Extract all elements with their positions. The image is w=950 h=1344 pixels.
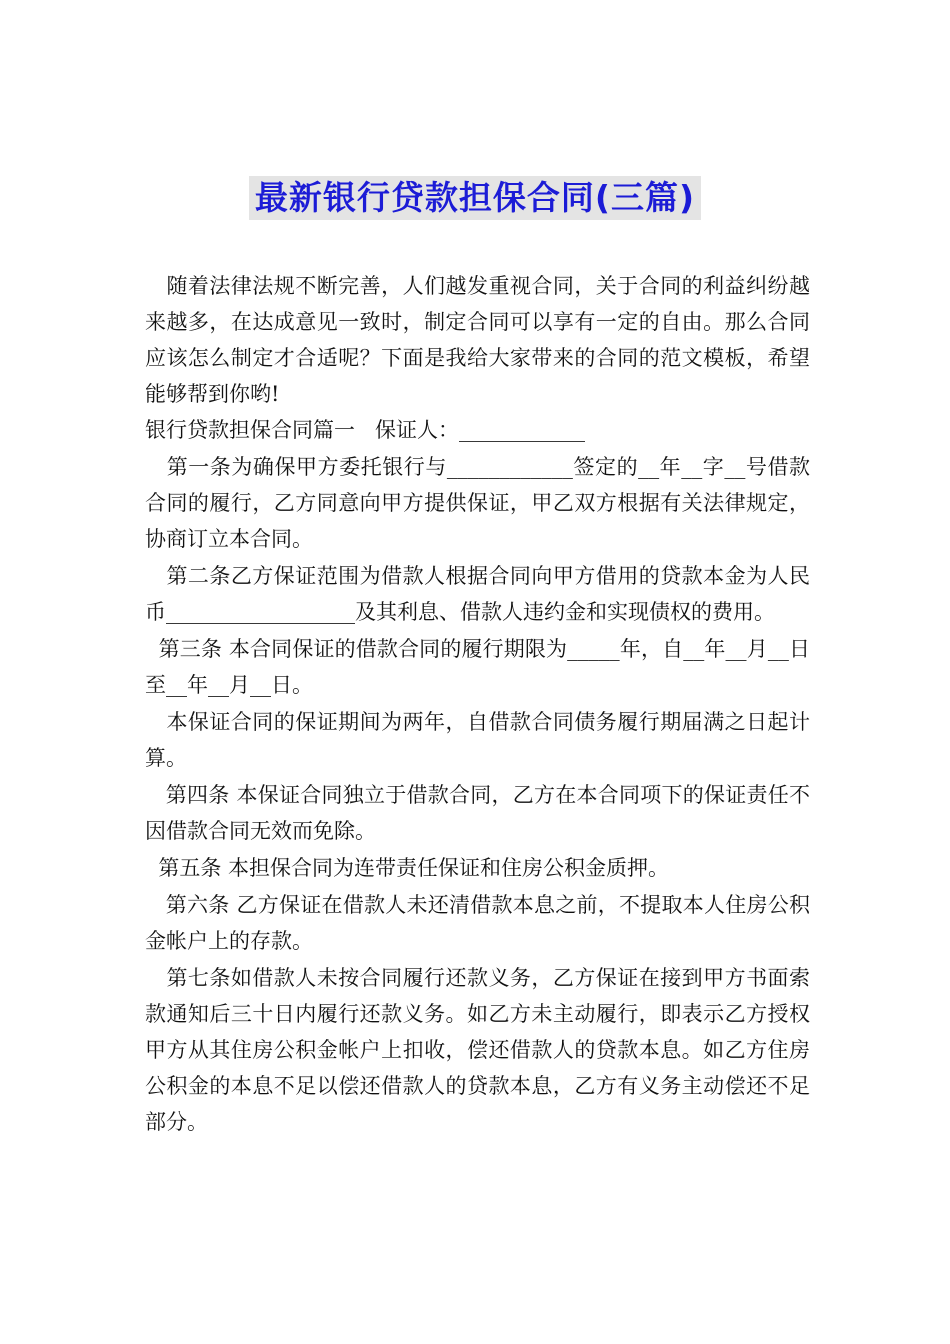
article-2-paragraph: 第二条乙方保证范围为借款人根据合同向甲方借用的贷款本金为人民币__________________及其利息、借款人违约金和实现债权的费用。 [145,564,811,624]
guarantee-period-paragraph: 本保证合同的保证期间为两年，自借款合同债务履行期届满之日起计算。 [145,710,811,770]
document-body [145,268,810,1140]
article-1-paragraph: 第一条为确保甲方委托银行与____________签定的__年__字__号借款合同的履行，乙方同意向甲方提供保证，甲乙双方根据有关法律规定，协商订立本合同。 [145,455,811,551]
article-5-paragraph: 第五条 本担保合同为连带责任保证和住房公积金质押。 [145,856,670,880]
section-heading-guarantor: 银行贷款担保合同篇一 保证人：____________ [145,418,586,442]
title-container [0,176,950,220]
article-7-paragraph: 第七条如借款人未按合同履行还款义务，乙方保证在接到甲方书面索款通知后三十日内履行还款义务。如乙方未主动履行，即表示乙方授权甲方从其住房公积金帐户上扣收，偿还借款人的贷款本息。如乙方住房公积金的本息不足以偿还借款人的贷款本息，乙方有义务主动偿还不足部分。 [145,966,811,1134]
intro-paragraph: 随着法律法规不断完善，人们越发重视合同，关于合同的利益纠纷越来越多，在达成意见一致时，制定合同可以享有一定的自由。那么合同应该怎么制定才合适呢？下面是我给大家带来的合同的范文模板，希望能够帮到你哟! [145,274,811,406]
article-4-paragraph: 第四条 本保证合同独立于借款合同，乙方在本合同项下的保证责任不因借款合同无效而免除。 [145,783,810,843]
document-title: 最新银行贷款担保合同(三篇) [249,176,701,220]
article-3-paragraph: 第三条 本合同保证的借款合同的履行期限为_____年，自__年__月__日至__年__月__日。 [145,637,810,697]
article-6-paragraph: 第六条 乙方保证在借款人未还清借款本息之前，不提取本人住房公积金帐户上的存款。 [145,893,810,953]
